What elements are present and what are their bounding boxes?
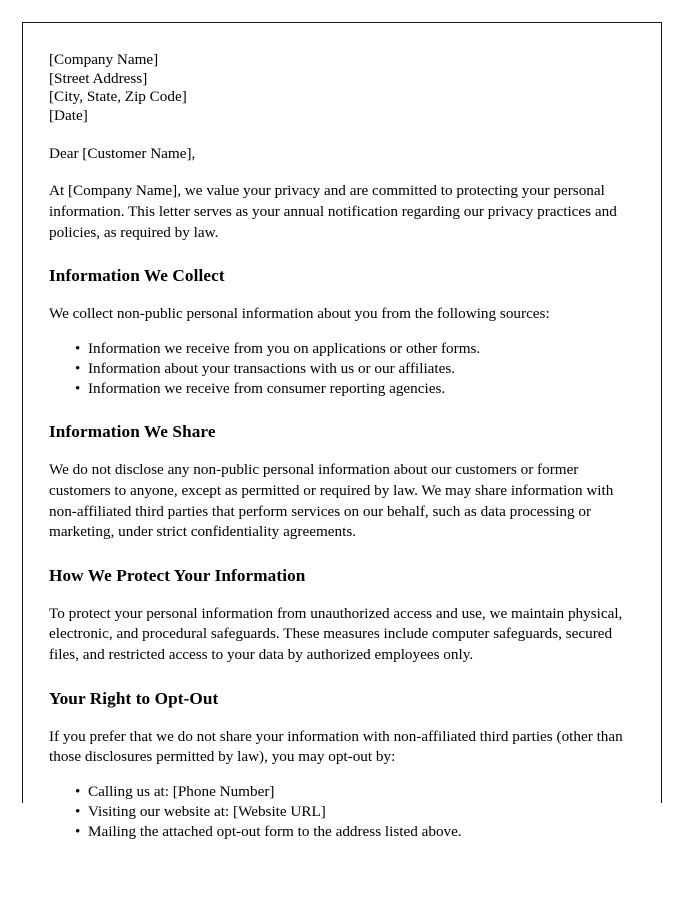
section-paragraph-information-we-collect: We collect non-public personal information about you from the following sources:: [49, 305, 550, 323]
document-page: [22, 22, 662, 841]
section-heading-your-right-to-opt-out: Your Right to Opt-Out: [49, 688, 219, 708]
salutation: Dear [Customer Name],: [49, 145, 196, 163]
section-paragraph-your-right-to-opt-out: If you prefer that we do not share your information with non-affiliated third parties (other than those disclosures permitted by law), you may opt-out by:: [49, 727, 623, 766]
section-heading-how-we-protect-your-information: How We Protect Your Information: [49, 565, 306, 585]
list-item: [49, 782, 627, 802]
section-heading-information-we-share: Information We Share: [49, 422, 216, 442]
list-item-label: Information we receive from consumer reporting agencies.: [88, 380, 446, 398]
sender-address-block: [49, 51, 627, 125]
section-heading-information-we-collect: Information We Collect: [49, 266, 225, 286]
address-line-street: [Street Address]: [49, 69, 148, 87]
bullet-point-icon: •: [75, 782, 81, 800]
list-item: [49, 359, 627, 379]
list-item: [49, 802, 627, 822]
bullet-list-information-we-collect: [49, 339, 627, 400]
list-item: [49, 379, 627, 399]
bullet-point-icon: •: [75, 823, 81, 841]
address-line-date: [Date]: [49, 106, 88, 124]
list-item: [49, 822, 627, 842]
section-paragraph-information-we-share: We do not disclose any non-public personal information about our customers or former customers to anyone, except as permitted or required by law. We may share information with non-affiliated third parties that perform services on our behalf, such as data processing or marketing, under strict confidentiality agreements.: [49, 461, 614, 541]
list-item: [49, 339, 627, 359]
address-line-city-state-zip: [City, State, Zip Code]: [49, 88, 187, 106]
bullet-point-icon: •: [75, 359, 81, 377]
bullet-list-your-right-to-opt-out: [49, 782, 627, 843]
list-item-label: Visiting our website at: [Website URL]: [88, 802, 326, 820]
bullet-point-icon: •: [75, 339, 81, 357]
list-item-label: Information about your transactions with us or our affiliates.: [88, 359, 456, 377]
intro-paragraph: At [Company Name], we value your privacy and are committed to protecting your personal information. This letter serves as your annual notification regarding our privacy practices and policies, as required by law.: [49, 182, 617, 241]
list-item-label: Mailing the attached opt-out form to the address listed above.: [88, 823, 462, 841]
list-item-label: Information we receive from you on applications or other forms.: [88, 339, 481, 357]
bullet-point-icon: •: [75, 380, 81, 398]
section-paragraph-how-we-protect-your-information: To protect your personal information from unauthorized access and use, we maintain physical, electronic, and procedural safeguards. These measures include computer safeguards, secured files, and restricted access to your data by authorized employees only.: [49, 604, 623, 663]
address-line-company: [Company Name]: [49, 51, 159, 68]
document-body: [49, 51, 627, 842]
bullet-point-icon: •: [75, 802, 81, 820]
list-item-label: Calling us at: [Phone Number]: [88, 782, 275, 800]
